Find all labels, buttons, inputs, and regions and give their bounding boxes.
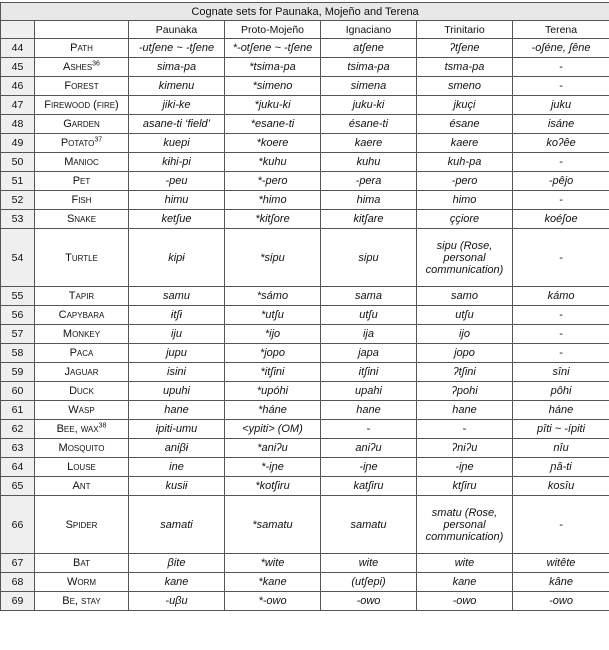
paunaka-cell: upuhi: [129, 382, 225, 401]
table-row: [1, 554, 609, 573]
terena-cell: -oʃéne, ʃêne: [513, 39, 609, 58]
gloss-cell: [35, 287, 129, 306]
gloss-text: Mosquito: [58, 442, 105, 454]
table-row: [1, 191, 609, 210]
table-row: [1, 401, 609, 420]
gloss-text: Turtle: [65, 251, 98, 264]
terena-cell: -: [513, 153, 609, 172]
proto-cell: *-iɲe: [225, 458, 321, 477]
table-row: [1, 77, 609, 96]
paunaka-cell: kusiɨ: [129, 477, 225, 496]
proto-cell: *kitʃore: [225, 210, 321, 229]
proto-cell: *simeno: [225, 77, 321, 96]
row-number: 56: [1, 306, 35, 325]
trinitario-cell: ʔpohi: [417, 382, 513, 401]
gloss-cell: [35, 115, 129, 134]
terena-cell: -: [513, 229, 609, 287]
ignaciano-cell: juku-ki: [321, 96, 417, 115]
table-row: [1, 477, 609, 496]
row-number: 48: [1, 115, 35, 134]
col-header-paunaka: Paunaka: [129, 21, 225, 39]
gloss-cell: [35, 496, 129, 554]
table-row: [1, 115, 609, 134]
table-row: [1, 382, 609, 401]
terena-cell: koʔêe: [513, 134, 609, 153]
paunaka-cell: samati: [129, 496, 225, 554]
row-number: 50: [1, 153, 35, 172]
table-row: [1, 496, 609, 554]
paunaka-cell: jupu: [129, 344, 225, 363]
proto-cell: *upóhi: [225, 382, 321, 401]
row-number: 66: [1, 496, 35, 554]
terena-cell: kâne: [513, 573, 609, 592]
gloss-cell: [35, 592, 129, 611]
row-number: 64: [1, 458, 35, 477]
gloss-cell: [35, 401, 129, 420]
ignaciano-cell: utʃu: [321, 306, 417, 325]
terena-cell: isáne: [513, 115, 609, 134]
gloss-cell: [35, 477, 129, 496]
ignaciano-cell: itʃini: [321, 363, 417, 382]
gloss-header: [35, 21, 129, 39]
proto-cell: *esane-ti: [225, 115, 321, 134]
paunaka-cell: kuepi: [129, 134, 225, 153]
table-row: [1, 96, 609, 115]
gloss-cell: [35, 306, 129, 325]
table-row: [1, 58, 609, 77]
ignaciano-cell: ija: [321, 325, 417, 344]
proto-cell: *kuhu: [225, 153, 321, 172]
paunaka-cell: isini: [129, 363, 225, 382]
gloss-cell: [35, 439, 129, 458]
row-number: 52: [1, 191, 35, 210]
ignaciano-cell: aniʔu: [321, 439, 417, 458]
trinitario-cell: -iɲe: [417, 458, 513, 477]
paunaka-cell: ɨtʃɨ: [129, 306, 225, 325]
trinitario-cell: -pero: [417, 172, 513, 191]
gloss-text: Bat: [73, 557, 90, 569]
table-row: [1, 420, 609, 439]
trinitario-cell: ʔtʃini: [417, 363, 513, 382]
trinitario-cell: kane: [417, 573, 513, 592]
table-row: [1, 439, 609, 458]
trinitario-cell: -: [417, 420, 513, 439]
paunaka-cell: hane: [129, 401, 225, 420]
cognate-table: [0, 2, 609, 611]
row-number: 62: [1, 420, 35, 439]
proto-cell: *kane: [225, 573, 321, 592]
trinitario-cell: smatu (Rose, personal communication): [417, 496, 513, 554]
gloss-cell: [35, 382, 129, 401]
terena-cell: sîni: [513, 363, 609, 382]
proto-cell: *háne: [225, 401, 321, 420]
paunaka-cell: aniβɨ: [129, 439, 225, 458]
row-number: 45: [1, 58, 35, 77]
trinitario-cell: kaere: [417, 134, 513, 153]
paunaka-cell: -peu: [129, 172, 225, 191]
row-number: 51: [1, 172, 35, 191]
table-row: [1, 287, 609, 306]
table-row: [1, 363, 609, 382]
terena-cell: -: [513, 325, 609, 344]
paunaka-cell: kɨhi-pi: [129, 153, 225, 172]
proto-cell: *himo: [225, 191, 321, 210]
row-number: 60: [1, 382, 35, 401]
col-header-trinitario: Trinitario: [417, 21, 513, 39]
gloss-cell: [35, 210, 129, 229]
trinitario-cell: ʔniʔu: [417, 439, 513, 458]
table-row: [1, 573, 609, 592]
row-number: 55: [1, 287, 35, 306]
paunaka-cell: βite: [129, 554, 225, 573]
gloss-text: Jaguar: [64, 366, 99, 378]
gloss-text: Spider: [65, 518, 98, 531]
row-number: 46: [1, 77, 35, 96]
table-row: [1, 229, 609, 287]
proto-cell: *tsima-pa: [225, 58, 321, 77]
gloss-text: Path: [70, 42, 93, 54]
row-number: 44: [1, 39, 35, 58]
terena-cell: -: [513, 77, 609, 96]
ignaciano-cell: -pera: [321, 172, 417, 191]
proto-cell: *jopo: [225, 344, 321, 363]
terena-cell: -pêjo: [513, 172, 609, 191]
table-row: [1, 39, 609, 58]
gloss-cell: [35, 458, 129, 477]
gloss-text: Monkey: [62, 328, 101, 340]
row-number: 67: [1, 554, 35, 573]
row-number: 63: [1, 439, 35, 458]
gloss-text: Capybara: [58, 309, 105, 321]
gloss-text: Be, stay: [62, 595, 101, 607]
footnote-marker: 38: [98, 422, 107, 430]
trinitario-cell: çҫiore: [417, 210, 513, 229]
gloss-cell: [35, 344, 129, 363]
gloss-text: Firewood (fire): [44, 99, 119, 111]
proto-cell: *aniʔu: [225, 439, 321, 458]
table-row: [1, 592, 609, 611]
trinitario-cell: -owo: [417, 592, 513, 611]
trinitario-cell: hane: [417, 401, 513, 420]
col-header-terena: Terena: [513, 21, 609, 39]
proto-cell: *sipu: [225, 229, 321, 287]
ignaciano-cell: ésane-ti: [321, 115, 417, 134]
trinitario-cell: kuh-pa: [417, 153, 513, 172]
paunaka-cell: sima-pa: [129, 58, 225, 77]
proto-cell: *-otʃene ~ -tʃene: [225, 39, 321, 58]
table-row: [1, 344, 609, 363]
terena-cell: -: [513, 344, 609, 363]
paunaka-cell: jiki-ke: [129, 96, 225, 115]
proto-cell: *utʃu: [225, 306, 321, 325]
trinitario-cell: ésane: [417, 115, 513, 134]
row-number: 58: [1, 344, 35, 363]
gloss-text: Manioc: [64, 156, 99, 168]
gloss-cell: [35, 134, 129, 153]
ignaciano-cell: (utʃepi): [321, 573, 417, 592]
paunaka-cell: himu: [129, 191, 225, 210]
terena-cell: -: [513, 58, 609, 77]
trinitario-cell: tsma-pa: [417, 58, 513, 77]
ignaciano-cell: kaere: [321, 134, 417, 153]
ignaciano-cell: katʃiru: [321, 477, 417, 496]
row-number: 59: [1, 363, 35, 382]
row-number: 65: [1, 477, 35, 496]
terena-cell: nîu: [513, 439, 609, 458]
ignaciano-cell: -iɲe: [321, 458, 417, 477]
terena-cell: kosîu: [513, 477, 609, 496]
table-row: [1, 153, 609, 172]
gloss-text: Potato: [60, 137, 95, 149]
ignaciano-cell: sama: [321, 287, 417, 306]
paunaka-cell: asane-ti ‘field’: [129, 115, 225, 134]
gloss-text: Louse: [67, 461, 96, 473]
paunaka-cell: kipɨ: [129, 229, 225, 287]
terena-cell: juku: [513, 96, 609, 115]
terena-cell: witête: [513, 554, 609, 573]
proto-cell: *samatu: [225, 496, 321, 554]
row-number: 49: [1, 134, 35, 153]
proto-cell: <ypiti> (OM): [225, 420, 321, 439]
row-number: 68: [1, 573, 35, 592]
gloss-cell: [35, 96, 129, 115]
trinitario-cell: utʃu: [417, 306, 513, 325]
table-row: [1, 172, 609, 191]
ignaciano-cell: kuhu: [321, 153, 417, 172]
col-header-ignaciano: Ignaciano: [321, 21, 417, 39]
trinitario-cell: samo: [417, 287, 513, 306]
table-row: [1, 325, 609, 344]
paunaka-cell: kane: [129, 573, 225, 592]
gloss-cell: [35, 554, 129, 573]
terena-cell: -: [513, 496, 609, 554]
gloss-text: Bee, wax: [56, 423, 99, 435]
ignaciano-cell: atʃene: [321, 39, 417, 58]
gloss-text: Ashes: [63, 61, 93, 73]
row-number: 57: [1, 325, 35, 344]
gloss-cell: [35, 172, 129, 191]
proto-cell: *itʃini: [225, 363, 321, 382]
ignaciano-cell: -: [321, 420, 417, 439]
trinitario-cell: wite: [417, 554, 513, 573]
ignaciano-cell: hane: [321, 401, 417, 420]
gloss-text: Worm: [66, 576, 97, 588]
gloss-cell: [35, 325, 129, 344]
row-number: 61: [1, 401, 35, 420]
trinitario-cell: jkuçi: [417, 96, 513, 115]
trinitario-cell: ktʃiru: [417, 477, 513, 496]
gloss-text: Pet: [72, 175, 91, 187]
gloss-text: Fish: [71, 194, 92, 206]
proto-cell: *juku-ki: [225, 96, 321, 115]
gloss-cell: [35, 77, 129, 96]
proto-cell: *koere: [225, 134, 321, 153]
paunaka-cell: -uβu: [129, 592, 225, 611]
proto-cell: *sámo: [225, 287, 321, 306]
proto-cell: *wite: [225, 554, 321, 573]
gloss-cell: [35, 191, 129, 210]
proto-cell: *kotʃiru: [225, 477, 321, 496]
ignaciano-cell: hima: [321, 191, 417, 210]
ignaciano-cell: upahi: [321, 382, 417, 401]
gloss-cell: [35, 363, 129, 382]
num-header: [1, 21, 35, 39]
ignaciano-cell: simena: [321, 77, 417, 96]
ignaciano-cell: tsima-pa: [321, 58, 417, 77]
gloss-text: Snake: [66, 213, 97, 225]
trinitario-cell: ijo: [417, 325, 513, 344]
ignaciano-cell: sipu: [321, 229, 417, 287]
gloss-cell: [35, 573, 129, 592]
trinitario-cell: sipu (Rose, personal communication): [417, 229, 513, 287]
paunaka-cell: iju: [129, 325, 225, 344]
proto-cell: *ijo: [225, 325, 321, 344]
paunaka-cell: ine: [129, 458, 225, 477]
terena-cell: kámo: [513, 287, 609, 306]
table-body: [1, 39, 609, 611]
table-caption: Cognate sets for Paunaka, Mojeño and Terena: [1, 3, 609, 21]
terena-cell: ɲâ-ti: [513, 458, 609, 477]
ignaciano-cell: -owo: [321, 592, 417, 611]
terena-cell: -owo: [513, 592, 609, 611]
row-number: 54: [1, 229, 35, 287]
gloss-text: Garden: [63, 118, 100, 130]
terena-cell: -: [513, 191, 609, 210]
gloss-text: Forest: [64, 80, 99, 92]
row-number: 53: [1, 210, 35, 229]
terena-cell: háne: [513, 401, 609, 420]
row-number: 47: [1, 96, 35, 115]
trinitario-cell: smeno: [417, 77, 513, 96]
ignaciano-cell: japa: [321, 344, 417, 363]
gloss-cell: [35, 420, 129, 439]
terena-cell: koéʃoe: [513, 210, 609, 229]
table-row: [1, 306, 609, 325]
proto-cell: *-pero: [225, 172, 321, 191]
trinitario-cell: ʔtʃene: [417, 39, 513, 58]
ignaciano-cell: kitʃare: [321, 210, 417, 229]
trinitario-cell: jopo: [417, 344, 513, 363]
footnote-marker: 36: [92, 60, 100, 68]
trinitario-cell: himo: [417, 191, 513, 210]
paunaka-cell: -utʃene ~ -tʃene: [129, 39, 225, 58]
ignaciano-cell: wite: [321, 554, 417, 573]
terena-cell: -: [513, 306, 609, 325]
gloss-cell: [35, 39, 129, 58]
gloss-text: Duck: [69, 385, 94, 397]
paunaka-cell: kimenu: [129, 77, 225, 96]
gloss-text: Paca: [69, 347, 94, 359]
row-number: 69: [1, 592, 35, 611]
col-header-proto-mojeno: Proto-Mojeño: [225, 21, 321, 39]
gloss-text: Wasp: [68, 404, 95, 416]
proto-cell: *-owo: [225, 592, 321, 611]
terena-cell: pôhi: [513, 382, 609, 401]
table-row: [1, 134, 609, 153]
gloss-text: Tapir: [68, 290, 95, 302]
table-row: [1, 458, 609, 477]
table-row: [1, 210, 609, 229]
gloss-cell: [35, 153, 129, 172]
gloss-cell: [35, 58, 129, 77]
terena-cell: pîti ~ -ípiti: [513, 420, 609, 439]
paunaka-cell: ipiti-umu: [129, 420, 225, 439]
footnote-marker: 37: [94, 136, 103, 144]
paunaka-cell: samu: [129, 287, 225, 306]
paunaka-cell: ketʃue: [129, 210, 225, 229]
gloss-cell: [35, 229, 129, 287]
ignaciano-cell: samatu: [321, 496, 417, 554]
gloss-text: Ant: [72, 480, 91, 492]
